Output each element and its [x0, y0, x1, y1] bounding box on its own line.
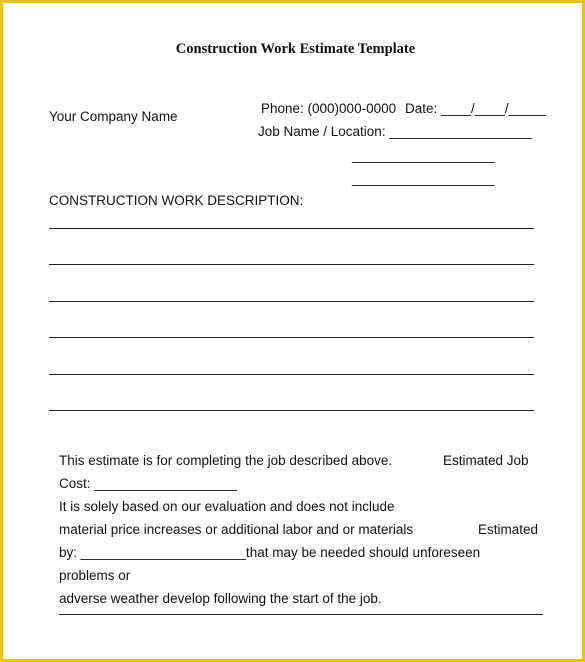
page-title: Construction Work Estimate Template [175, 41, 416, 57]
estimate-line-1: This estimate is for completing the job described above. [59, 453, 393, 468]
company-name: Your Company Name [49, 109, 178, 124]
description-line-5 [49, 374, 534, 375]
description-line-4 [49, 337, 534, 338]
estimate-line-6: problems or [59, 568, 131, 583]
description-line-1 [49, 228, 534, 229]
estimated-label: Estimated [478, 522, 539, 537]
cost-field: Cost: ___________________ [59, 476, 237, 491]
date-field: Date: ____/____/_____ [405, 101, 547, 116]
address-blank-line-2: ___________________ [352, 171, 495, 186]
phone-field: Phone: (000)000-0000 [261, 101, 397, 116]
description-line-3 [49, 301, 534, 302]
estimated-job-label: Estimated Job [443, 453, 529, 468]
signature-line [59, 614, 543, 615]
estimate-line-3: It is solely based on our evaluation and does not include [59, 499, 395, 514]
description-heading: CONSTRUCTION WORK DESCRIPTION: [49, 193, 304, 208]
job-location-field: Job Name / Location: ___________________ [258, 124, 532, 139]
estimated-by-field: by: ______________________that may be needed should unforeseen [59, 545, 481, 560]
estimate-line-4: material price increases or additional labor and or materials [59, 522, 414, 537]
description-line-2 [49, 264, 534, 265]
description-line-6 [49, 410, 534, 411]
address-blank-line-1: ___________________ [352, 148, 495, 163]
estimate-line-7: adverse weather develop following the start of the job. [59, 591, 382, 606]
